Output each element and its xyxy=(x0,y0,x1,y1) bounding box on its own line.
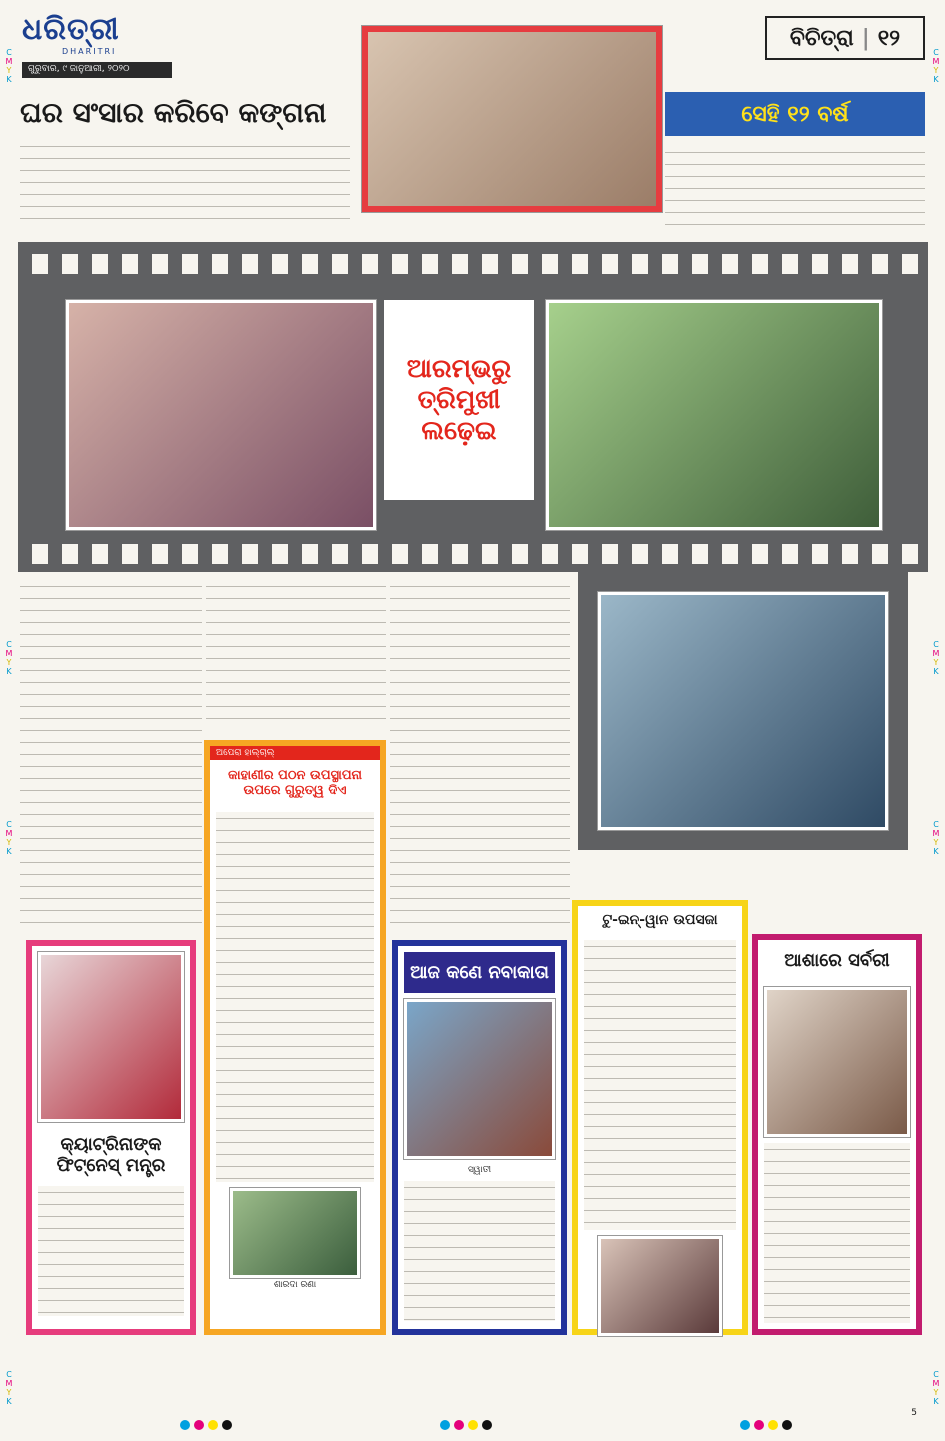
katrina-body xyxy=(38,1186,184,1316)
cmyk-registration-mark: C M Y K xyxy=(932,820,940,856)
film-body-col2 xyxy=(206,580,386,730)
katrina-headline-line2: ଫିଟ୍‌ନେସ୍ ମନ୍ତ୍ର xyxy=(56,1155,166,1176)
katrina-headline xyxy=(32,1128,190,1182)
sahi-body xyxy=(665,146,925,226)
footer-registration xyxy=(180,1420,300,1430)
couple-photo xyxy=(598,592,888,830)
katrina-photo xyxy=(38,952,184,1122)
footer-registration xyxy=(440,1420,560,1430)
kahani-box xyxy=(204,740,386,1335)
film-headline-line1: ଆରମ୍ଭରୁ xyxy=(406,353,512,384)
kahani-person-caption: ଶାରଦା ରଣା xyxy=(273,1280,317,1290)
sahi-headline: ସେହି ୧୨ ବର୍ଷ xyxy=(665,92,925,136)
film-headline-line3: ଲଢ଼େଇ xyxy=(421,415,497,446)
actress-photo xyxy=(66,300,376,530)
twoin-headline: ଟୁ-ଇନ୍-ୱାନ ଉପସଜା xyxy=(602,912,718,928)
cmyk-registration-mark: C M Y K xyxy=(5,1370,13,1406)
twoin-photo xyxy=(598,1236,722,1336)
aaj-body xyxy=(404,1181,555,1321)
page-number: ୧୨ xyxy=(877,25,901,51)
film-headline-line2: ତ୍ରିମୁଖୀ xyxy=(417,384,501,415)
footer-registration xyxy=(740,1420,860,1430)
film-holes-bottom xyxy=(18,544,928,564)
kahani-kicker: ଅପେରା ହାଲ୍‌ଚାଲ୍ xyxy=(210,746,380,760)
aaj-caption: ସ୍ୱାତୀ xyxy=(467,1165,492,1175)
cmyk-registration-mark: C M Y K xyxy=(932,48,940,84)
kangana-photo xyxy=(362,26,662,212)
aaj-photo xyxy=(404,999,555,1159)
newspaper-logo: ଧରିତ୍ରୀ xyxy=(22,12,120,47)
asha-photo xyxy=(764,987,910,1137)
asha-headline: ଆଶାରେ ସର୍ବରୀ xyxy=(784,950,890,971)
twoin-box xyxy=(572,900,748,1335)
kahani-body xyxy=(216,812,374,1182)
film-headline xyxy=(384,300,534,500)
cmyk-registration-mark: C M Y K xyxy=(5,820,13,856)
actor-photo xyxy=(546,300,882,530)
kangana-headline: ଘର ସଂସାର କରିବେ କଙ୍ଗନା xyxy=(20,96,327,129)
cmyk-registration-mark: C M Y K xyxy=(5,640,13,676)
section-tag: ବିଚିତ୍ରା | ୧୨ xyxy=(765,16,925,60)
dateline: ଗୁରୁବାର, ୯ ଜାନୁଆରୀ, ୨୦୨୦ xyxy=(22,62,172,78)
film-body-col1 xyxy=(20,580,202,930)
katrina-headline-line1: କ୍ୟାଟ୍ରିନାଙ୍କ xyxy=(60,1134,162,1155)
section-name: ବିଚିତ୍ରା xyxy=(789,25,854,51)
kahani-headline: କାହାଣୀର ପଠନ ଉପସ୍ଥାପନା ଉପରେ ଗୁରୁତ୍ୱ ଦିଏ xyxy=(227,768,362,798)
aaj-box xyxy=(392,940,567,1335)
kangana-body xyxy=(20,140,350,220)
twoin-body xyxy=(584,940,736,1230)
aaj-headline: ଆଜ କଣେ ନବାକାତା xyxy=(404,952,555,993)
asha-body xyxy=(764,1143,910,1323)
cmyk-registration-mark: C M Y K xyxy=(5,48,13,84)
katrina-box xyxy=(26,940,196,1335)
film-holes-top xyxy=(18,254,928,274)
footer-page-number: 5 xyxy=(911,1408,917,1418)
kahani-person-photo xyxy=(230,1188,360,1278)
film-body-col3 xyxy=(390,580,570,930)
cmyk-registration-mark: C M Y K xyxy=(932,1370,940,1406)
newspaper-logo-sub: DHARITRI xyxy=(62,47,117,56)
cmyk-registration-mark: C M Y K xyxy=(932,640,940,676)
asha-box xyxy=(752,934,922,1335)
